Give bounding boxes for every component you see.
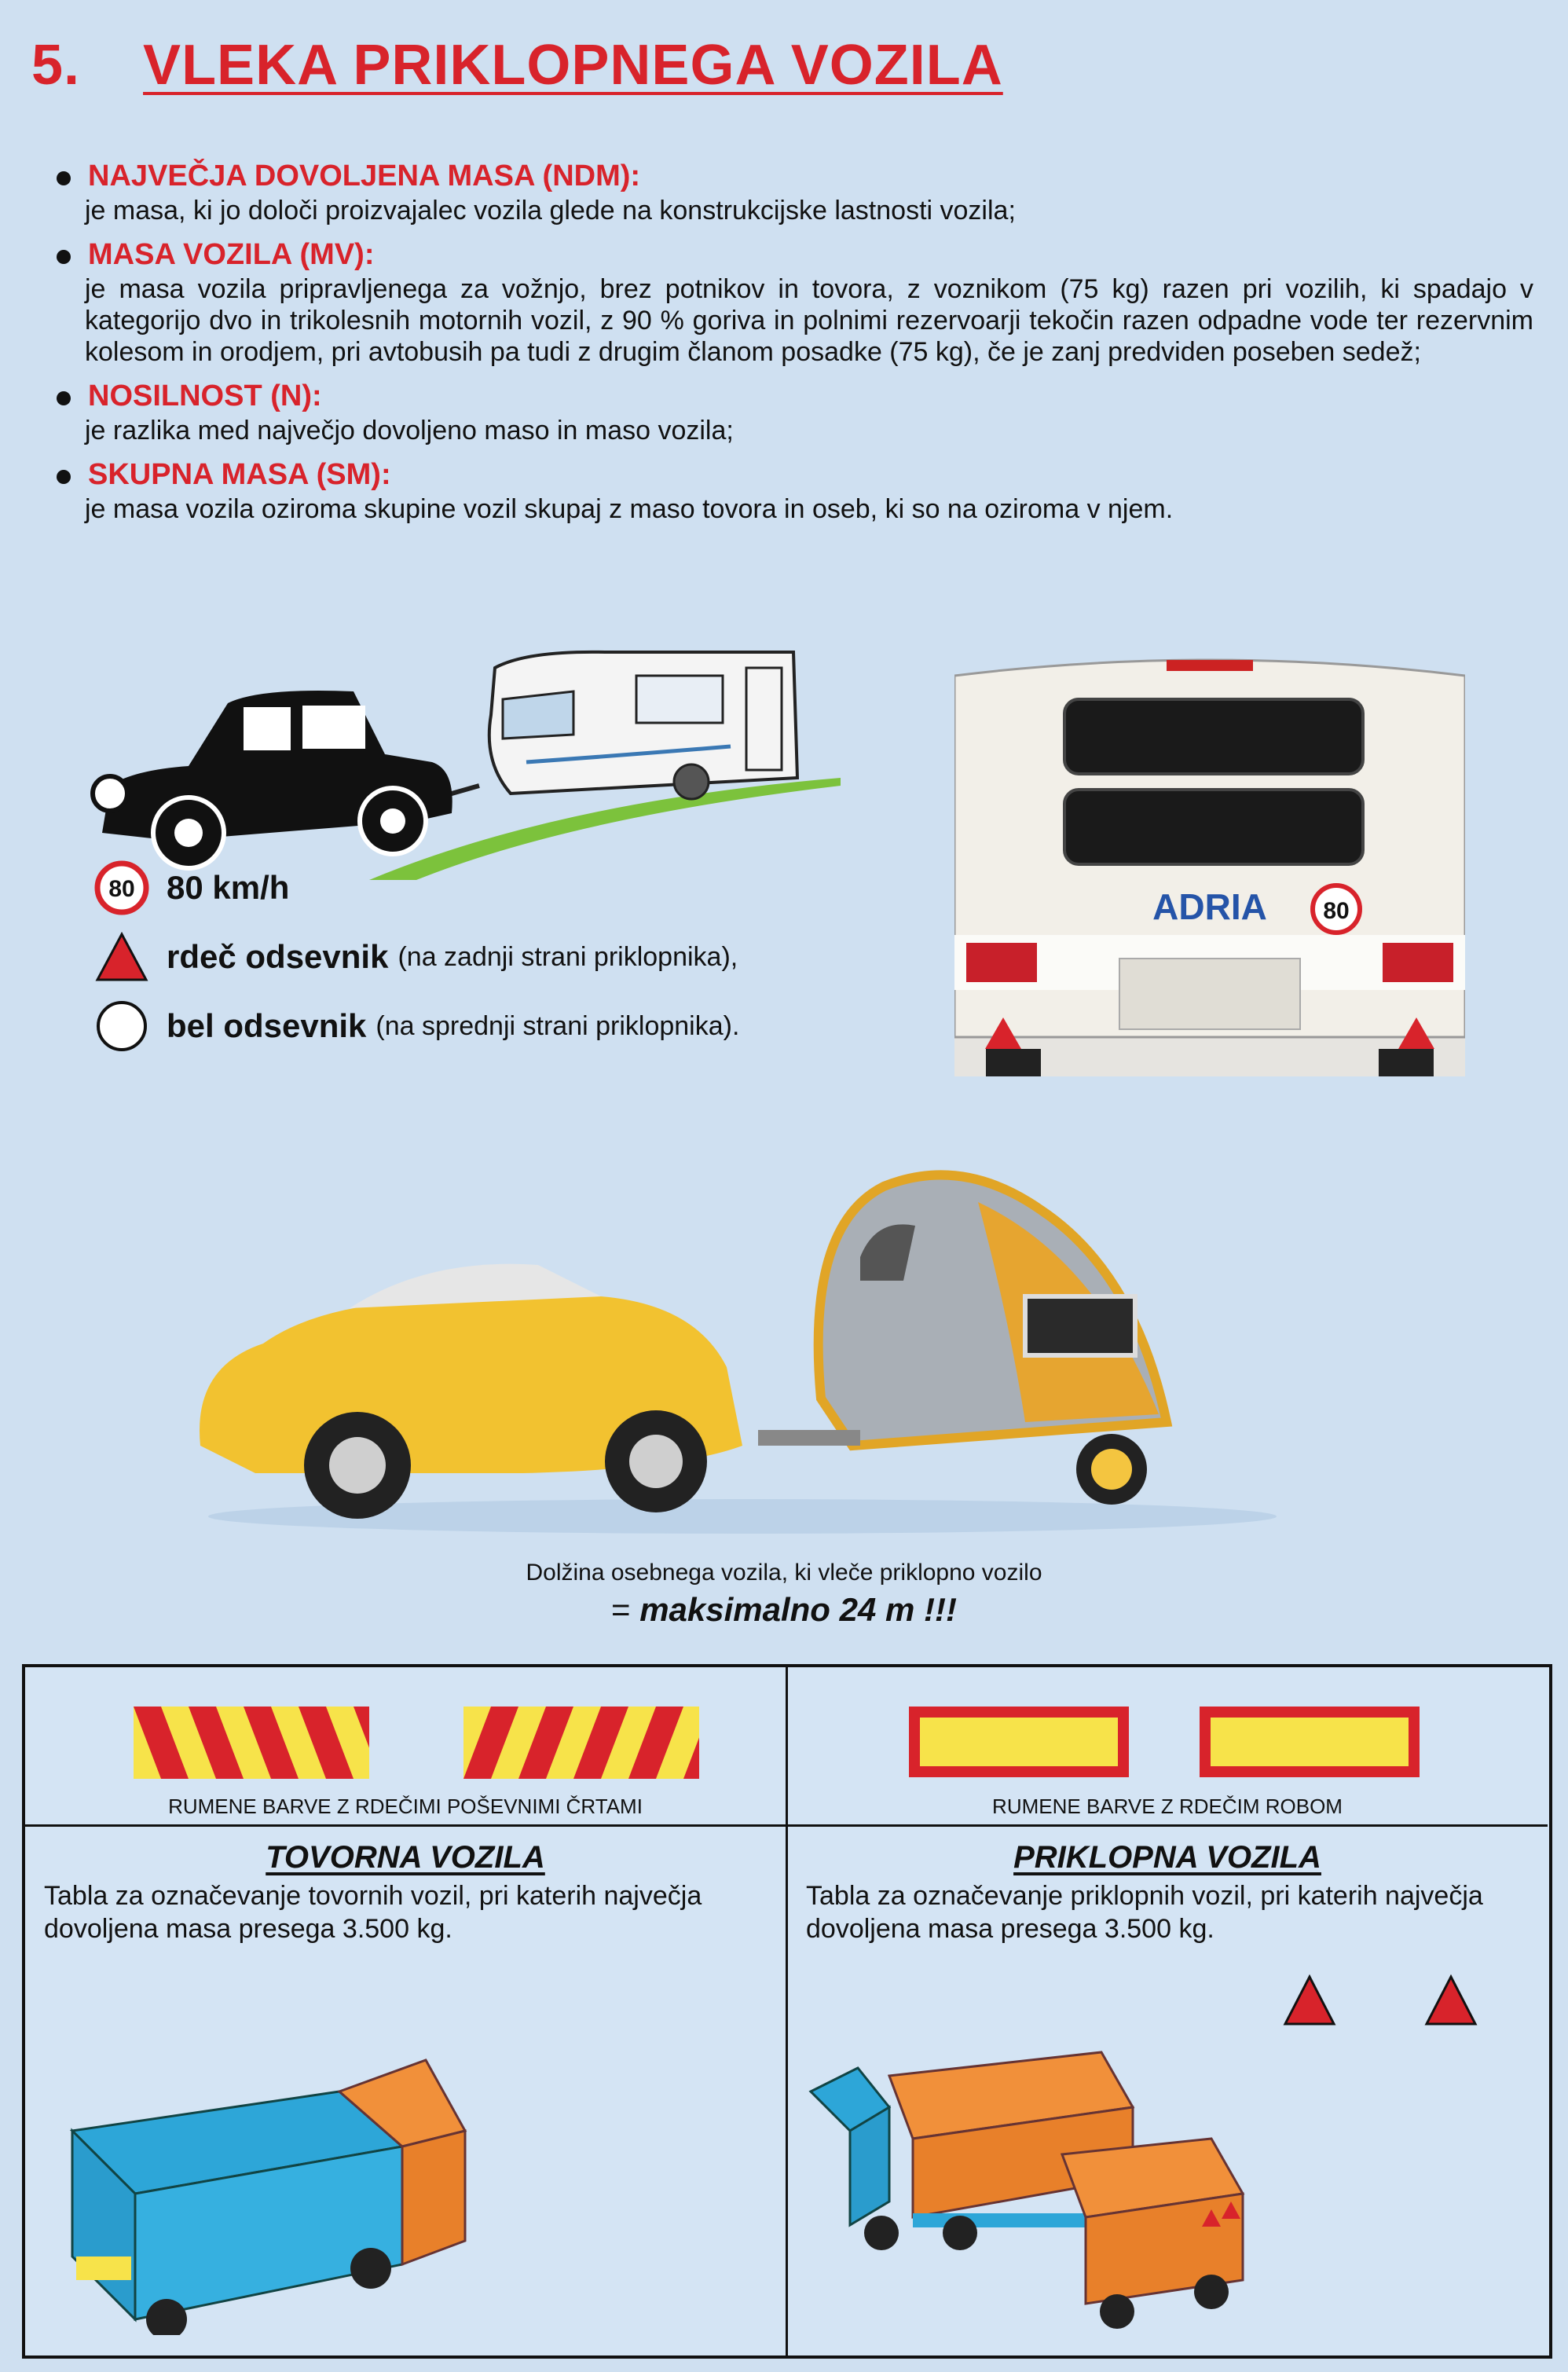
sign-strip-bordered: [787, 1667, 1548, 1827]
marking-panels: [22, 1664, 1552, 2359]
legend-white-label: bel odsevnik: [167, 1007, 367, 1044]
car-drawing: [93, 691, 452, 868]
definition-desc: je razlika med največjo dovoljeno maso in maso vozila;: [85, 416, 734, 445]
page-title: [31, 33, 1003, 97]
bullet-icon: [57, 470, 71, 484]
legend-red-note: (na zadnji strani priklopnika),: [397, 941, 738, 972]
bordered-warning-plate-right: [1200, 1707, 1420, 1777]
legend-white-note: (na sprednji strani priklopnika).: [376, 1010, 740, 1041]
section-title: VLEKA PRIKLOPNEGA VOZILA: [143, 34, 1003, 97]
panel-priklopna-vozila: [787, 1667, 1548, 2356]
striped-warning-plate-right: [463, 1707, 699, 1779]
panel-tovorna-vozila: [25, 1667, 788, 2356]
definition-term: MASA VOZILA (MV):: [88, 238, 375, 271]
section-number: 5.: [31, 34, 81, 97]
sign-strip-striped: [25, 1667, 786, 1827]
caption-line2: [0, 1591, 1568, 1629]
red-triangle-icon: [1285, 1977, 1334, 2024]
trailer-speed-text: 80: [1323, 898, 1350, 924]
speed-limit-80-icon: [94, 860, 149, 915]
car-trailer-photo: [192, 1163, 1308, 1540]
striped-warning-plate-left: [134, 1707, 369, 1779]
caption-suffix: !!!: [914, 1591, 957, 1628]
legend-speed: [94, 856, 739, 919]
caption-prefix: =: [610, 1591, 640, 1628]
yellow-convertible: [200, 1264, 742, 1519]
definition-term: NOSILNOST (N):: [88, 379, 322, 412]
definition-desc: je masa vozila pripravljenega za vožnjo, brez potnikov in tovora, z voznikom (75 kg) razen pri vozilih, ki spadajo v kategorijo dvo in trikolesnih motornih vozil, z 90 % goriva in polnimi rezervoarji tekočin razen odpadne vode ter rezervnim kolesom in orodjem, pri avtobusih pa tudi z drugim članom posadke (75 kg), če je zanj predviden poseben sedež;: [85, 274, 1533, 367]
strip-label: RUMENE BARVE Z RDEČIMI POŠEVNIMI ČRTAMI: [168, 1795, 643, 1818]
definitions-list: [57, 157, 1533, 534]
legend-speed-label: 80 km/h: [167, 869, 290, 906]
speed-sign-text: 80: [108, 876, 135, 902]
bordered-warning-plate-left: [909, 1707, 1129, 1777]
trailer-rear-photo: [954, 597, 1465, 1076]
caravan-drawing: [424, 652, 797, 801]
definition-term: SKUPNA MASA (SM):: [88, 458, 391, 491]
white-circle-icon: [94, 999, 149, 1054]
trailer-brand-text: ADRIA: [1152, 886, 1267, 927]
bullet-icon: [57, 250, 71, 264]
panel-title: TOVORNA VOZILA: [266, 1840, 545, 1875]
panel-desc: Tabla za označevanje tovornih vozil, pri katerih največja dovoljena masa presega 3.500 kg.: [44, 1881, 702, 1944]
trailer-reflectors: [1282, 1974, 1478, 2029]
definition-term: NAJVEČJA DOVOLJENA MASA (NDM):: [88, 159, 641, 192]
caption-line1: Dolžina osebnega vozila, ki vleče priklopno vozilo: [526, 1560, 1042, 1586]
definition-desc: je masa vozila oziroma skupine vozil skupaj z maso tovora in oseb, ki so na oziroma v njem.: [85, 494, 1174, 524]
truck-illustration: [57, 2005, 496, 2335]
definition-ndm: [57, 157, 1533, 226]
legend-red-reflector: [94, 926, 739, 988]
definition-mv: [57, 236, 1533, 368]
car-caravan-illustration: [86, 644, 864, 880]
caption-emphasis: maksimalno 24 m: [639, 1591, 915, 1628]
bullet-icon: [57, 171, 71, 185]
length-caption: [0, 1560, 1568, 1629]
legend-red-label: rdeč odsevnik: [167, 938, 389, 975]
panel-title: PRIKLOPNA VOZILA: [1013, 1840, 1321, 1875]
definition-desc: je masa, ki jo določi proizvajalec vozila glede na konstrukcijske lastnosti vozila;: [85, 196, 1016, 225]
bullet-icon: [57, 391, 71, 405]
truck-trailer-illustration: [803, 2021, 1274, 2335]
reflector-legend: [94, 856, 739, 1064]
red-triangle-icon: [94, 929, 149, 984]
legend-white-reflector: [94, 995, 739, 1058]
panel-desc: Tabla za označevanje priklopnih vozil, pri katerih največja dovoljena masa presega 3.500 kg.: [806, 1881, 1483, 1944]
definition-sm: [57, 456, 1533, 525]
definition-n: [57, 377, 1533, 446]
teardrop-trailer: [758, 1175, 1167, 1505]
red-triangle-icon: [1427, 1977, 1475, 2024]
strip-label: RUMENE BARVE Z RDEČIM ROBOM: [992, 1795, 1343, 1818]
